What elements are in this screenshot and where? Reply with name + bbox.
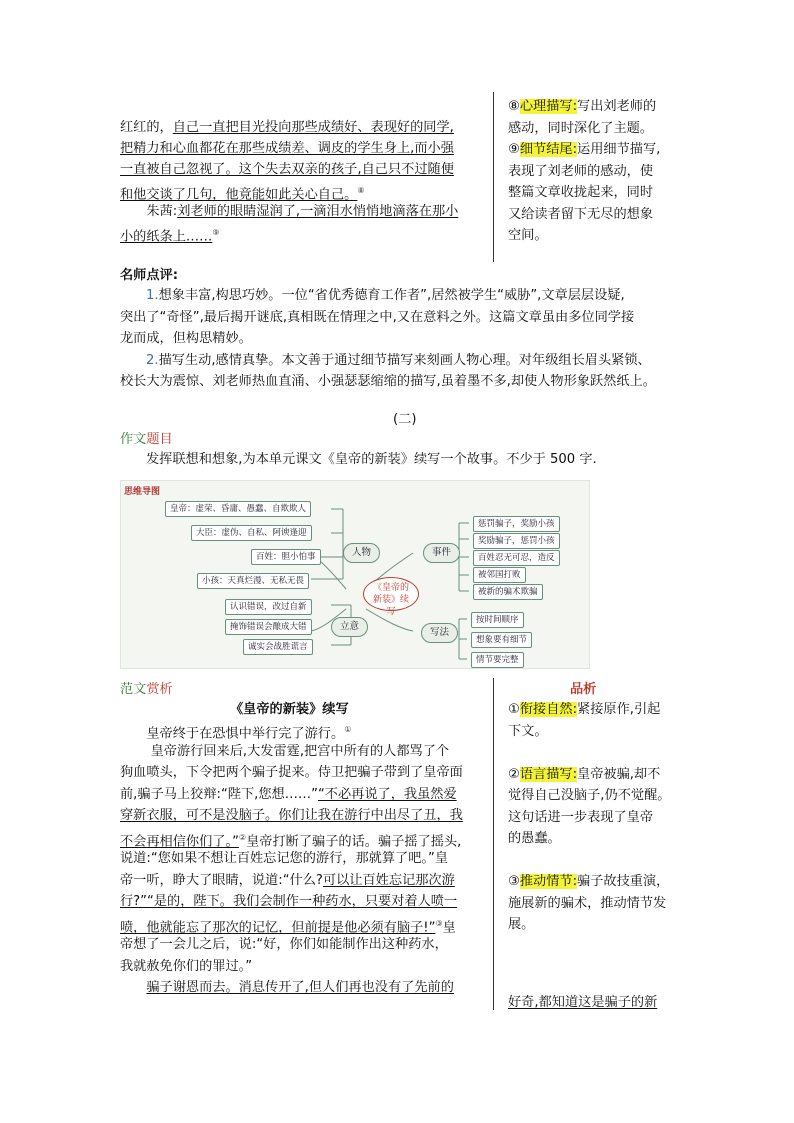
note-text: 骗子故技重演， [577, 874, 670, 889]
label-part-a: 作文 [120, 432, 147, 447]
note-number: ⑨ [508, 142, 520, 157]
mind-map-center: 《皇帝的新装》续写 [363, 577, 419, 611]
analysis-bottom-text: 好奇,都知道这是骗子的新 [508, 995, 658, 1010]
text-line [120, 849, 448, 869]
mind-map-badge: 思维导图 [124, 487, 161, 497]
text-segment: 朱茜: [120, 204, 178, 219]
note-label: 语言描写: [519, 766, 578, 782]
text-segment: 皇帝打断了骗子的话。骗子摇了摇头, [246, 833, 462, 849]
note-line [508, 183, 653, 203]
comment-line [146, 286, 625, 306]
note-text: 又给读者留下无尽的想象 [508, 206, 654, 222]
note-text: 的愚蠢。 [508, 831, 561, 846]
renwu-item: 大臣：虚伪、自私、阿谀逢迎 [191, 525, 312, 541]
note-line [508, 872, 669, 892]
note-label: 推动情节: [519, 874, 578, 889]
section-label [120, 430, 173, 450]
branch-shijian: 事件 [423, 543, 460, 563]
text-segment: 皇 [442, 919, 456, 935]
text-line [120, 118, 454, 138]
note-text: 皇帝被骗,却不 [577, 766, 661, 782]
text-segment: 不会再相信你们了。” [120, 833, 239, 849]
text-line [120, 202, 458, 222]
note-line [508, 765, 660, 785]
note-number: ⑧ [508, 99, 520, 114]
text-line [120, 871, 455, 891]
text-line [120, 763, 463, 783]
text-line [120, 742, 449, 762]
note-text: 这句话进一步表现了皇帝 [508, 809, 654, 825]
model-divider [493, 678, 494, 1010]
text-segment: 穿新衣服，可不是没脑子。你们让我在游行中出尽了丑，我 [120, 808, 463, 823]
text-line [120, 957, 252, 977]
comment-text: 校长大为震惊、刘老师热血直涌、小强瑟瑟缩缩的描写,虽着墨不多,却使人物形象跃然纸上。 [120, 374, 656, 389]
note-label: 衔接自然: [519, 702, 578, 717]
comment-text: 龙而成，但构思精妙。 [120, 331, 252, 346]
note-line [508, 915, 534, 935]
note-label: 细节结尾: [519, 142, 578, 157]
note-text: 紧接原作,引起 [577, 702, 661, 717]
comment-line [146, 351, 651, 371]
branch-liyi: 立意 [331, 617, 368, 637]
note-text: 整篇文章收拢起来，同时 [508, 185, 654, 200]
note-text: 展。 [508, 917, 535, 932]
note-line [508, 700, 660, 720]
comment-number: 2. [146, 352, 159, 368]
text-line [120, 935, 448, 955]
text-line [120, 806, 463, 826]
note-text: 空间。 [508, 228, 548, 243]
text-segment: 帝一听，睁大了眼睛，说道:“什么? [120, 872, 323, 888]
writing-prompt: 发挥联想和想象,为本单元课文《皇帝的新装》续写一个故事。不少于 500 字. [146, 452, 597, 467]
text-segment: 我就赦免你们的罪过。” [120, 958, 253, 974]
model-label-b: 赏析 [146, 682, 173, 697]
comment-text: 突出了“奇怪”,最后揭开谜底,真相既在情理之中,又在意料之外。这篇文章虽由多位同学接 [120, 309, 635, 325]
text-line [120, 160, 454, 180]
note-number: ② [508, 766, 520, 782]
note-line [508, 786, 670, 806]
note-line [508, 226, 548, 246]
comment-line [120, 372, 656, 392]
note-line [508, 97, 656, 117]
text-segment: 狗血喷头，下令把两个骗子捉来。侍卫把骗子带到了皇帝面 [120, 765, 463, 780]
text-segment: 小的纸条上…… [120, 229, 213, 245]
comment-number: 1. [146, 288, 159, 303]
xiefa-item: 想象要有细节 [471, 632, 532, 648]
text-line [120, 785, 457, 805]
liyi-item: 认识错误，改过自新 [225, 599, 312, 615]
shijian-item: 百姓忍无可忍，造反 [473, 550, 560, 566]
renwu-item: 小孩：天真烂漫、无私无畏 [197, 573, 309, 589]
liyi-item: 诚实会战胜谎言 [243, 639, 313, 655]
text-segment: 和他交谈了几句，他竟能如此关心自己。 [120, 187, 358, 203]
note-text: 感动，同时深化了主题。 [508, 120, 654, 136]
shijian-item: 被邻国打败 [473, 567, 526, 583]
note-line [508, 722, 548, 742]
model-label-a: 范文 [120, 682, 147, 697]
text-segment: 帝想了一会儿之后，说:“好，你们如能制作出这种药水， [120, 937, 448, 952]
text-line [120, 223, 219, 247]
shijian-item: 奖励骗子，惩罚小孩 [473, 533, 560, 549]
text-line [120, 978, 454, 998]
renwu-item: 百姓：胆小怕事 [251, 549, 321, 565]
text-segment: 皇帝终于在恐惧中举行完了游行。 [120, 726, 345, 742]
footnote-marker: ① [344, 725, 352, 734]
note-text: 运用细节描写, [577, 142, 661, 157]
note-text: 写出刘老师的 [577, 99, 657, 114]
note-line [508, 829, 561, 849]
text-segment: 红红的， [120, 120, 173, 135]
note-number: ③ [508, 874, 520, 889]
footnote-marker: ⑧ [357, 186, 365, 195]
xiefa-item: 按时间顺序 [471, 612, 524, 628]
shijian-item: 惩罚骗子，奖励小孩 [473, 516, 560, 532]
comment-heading: 名师点评: [120, 268, 179, 283]
note-label: 心理描写: [519, 99, 578, 114]
text-segment: 刘老师的眼睛湿润了,一滴泪水悄悄地滴落在那小 [177, 204, 459, 219]
note-line [508, 119, 653, 139]
shijian-item: 被新的骗术欺骗 [473, 584, 543, 600]
mind-map [120, 480, 590, 669]
note-line [508, 808, 653, 828]
text-segment: 骗子谢恩而去。消息传开了,但人们再也没有了先前的 [146, 980, 454, 995]
text-segment: 喷，他就能忘了那次的记忆，但前提是他必须有脑子!” [120, 919, 436, 935]
comment-text: 描写生动,感情真挚。本文善于通过细节描写来刻画人物心理。对年级组长眉头紧锁、 [158, 352, 651, 368]
liyi-item: 掩饰错误会酿成大错 [225, 619, 312, 635]
comment-line [120, 329, 252, 349]
xiefa-item: 情节要完整 [471, 652, 524, 668]
note-line [508, 140, 660, 160]
footnote-marker: ③ [435, 918, 443, 928]
note-text: 表现了刘老师的感动，使 [508, 163, 654, 179]
text-segment [120, 980, 146, 995]
text-segment: 自己一直把目光投向那些成绩好、表现好的同学, [172, 120, 454, 135]
text-segment: 把精力和心血都花在那些成绩差、调皮的学生身上,而小强 [120, 141, 454, 156]
text-segment: 皇帝游行回来后,大发雷霆,把宫中所有的人都骂了个 [120, 743, 450, 759]
model-title: 《皇帝的新装》续写 [230, 702, 349, 717]
note-line [508, 894, 666, 914]
note-line [508, 162, 653, 182]
label-part-b: 题目 [146, 432, 173, 447]
model-label [120, 680, 173, 700]
branch-xiefa: 写法 [421, 623, 458, 643]
text-segment: 行?”“是的，陛下。我们会制作一种药水，只要对着人喷一 [120, 894, 458, 909]
note-text: 施展新的骗术，推动情节发 [508, 895, 667, 911]
comment-line [120, 308, 634, 328]
comment-text: 想象丰富,构思巧妙。一位“省优秀德育工作者”,居然被学生“威胁”,文章层层设疑, [158, 288, 625, 303]
text-segment: 可以让百姓忘记那次游 [322, 872, 455, 888]
text-line [120, 892, 457, 912]
note-line [508, 205, 653, 225]
branch-renwu: 人物 [343, 543, 380, 563]
note-number: ① [508, 702, 520, 717]
text-segment: 说道:“您如果不想让百姓忘记您的游行，那就算了吧。”皇 [120, 851, 449, 866]
text-segment: “不必再说了，我虽然爱 [317, 786, 457, 802]
renwu-item: 皇帝：虚荣、昏庸、愚蠢、自欺欺人 [165, 501, 311, 517]
footnote-marker: ② [238, 832, 247, 842]
section-title: (二) [393, 412, 417, 427]
top-divider [493, 92, 494, 262]
text-segment: 前,骗子马上狡辩:“陛下,您想……” [120, 786, 318, 802]
text-segment: 一直被自己忽视了。这个失去双亲的孩子,自己只不过随便 [120, 162, 454, 177]
footnote-marker: ⑨ [212, 228, 220, 237]
analysis-heading: 品析 [570, 682, 597, 697]
note-text: 下文。 [508, 723, 548, 739]
note-text: 觉得自己没脑子,仍不觉醒。 [508, 788, 671, 803]
text-line [120, 139, 454, 159]
